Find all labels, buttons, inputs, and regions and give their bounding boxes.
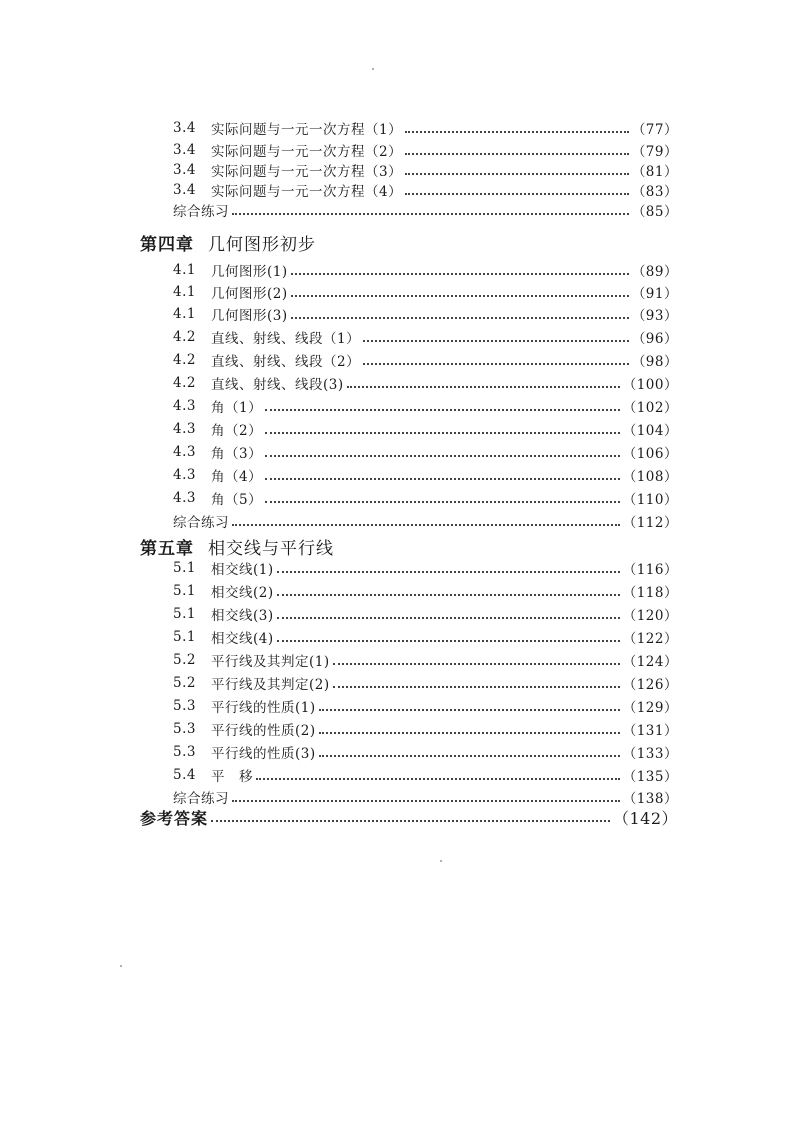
entry-title: 角（4） <box>211 469 263 485</box>
entry-title: 角（5） <box>211 492 263 508</box>
section-number: 5.3 <box>173 698 196 714</box>
chapter-title: 几何图形初步 <box>208 234 316 255</box>
toc-entry <box>173 604 678 624</box>
section-number: 4.1 <box>173 306 196 322</box>
section-number: 5.2 <box>173 652 196 668</box>
page-number: （83） <box>631 184 678 200</box>
dot-leader <box>232 799 620 802</box>
toc-entry <box>173 742 678 762</box>
toc-entry <box>173 627 678 647</box>
entry-title: 综合练习 <box>173 791 229 807</box>
entry-title: 实际问题与一元一次方程（2） <box>211 144 403 160</box>
entry-title: 直线、射线、线段（2） <box>211 354 361 370</box>
section-number: 4.3 <box>173 444 196 460</box>
dot-leader <box>405 130 629 133</box>
dot-leader <box>291 294 629 297</box>
page-number: （133） <box>622 746 678 762</box>
dot-leader <box>256 777 620 780</box>
page-number: （98） <box>631 354 678 370</box>
entry-title: 平行线的性质(2) <box>211 723 316 739</box>
page-number: （112） <box>622 515 678 531</box>
page-number: （116） <box>622 562 678 578</box>
dot-leader <box>405 152 629 155</box>
scan-speck <box>440 860 442 862</box>
section-number: 4.2 <box>173 329 196 345</box>
entry-title: 角（1） <box>211 400 263 416</box>
entry-title: 直线、射线、线段(3) <box>211 377 344 393</box>
section-number: 3.4 <box>173 142 196 158</box>
page-number: （85） <box>631 204 678 220</box>
toc-entry <box>173 419 678 439</box>
entry-title: 平 移 <box>211 769 253 785</box>
dot-leader <box>265 500 620 503</box>
dot-leader <box>265 477 620 480</box>
page-number: （91） <box>631 286 678 302</box>
page-number: （122） <box>622 631 678 647</box>
entry-title: 平行线及其判定(2) <box>211 677 330 693</box>
toc-entry <box>173 282 678 302</box>
section-number: 5.2 <box>173 675 196 691</box>
dot-leader <box>291 316 629 319</box>
entry-title: 综合练习 <box>173 515 229 531</box>
page-number: （110） <box>622 492 678 508</box>
toc-entry <box>173 581 678 601</box>
dot-leader <box>347 385 620 388</box>
page-number: （142） <box>612 808 678 828</box>
entry-title: 平行线及其判定(1) <box>211 654 330 670</box>
section-number: 5.1 <box>173 583 196 599</box>
toc-entry <box>173 260 678 280</box>
answers-entry <box>140 806 678 828</box>
entry-title: 相交线(4) <box>211 631 274 647</box>
toc-entry <box>173 304 678 324</box>
section-number: 4.2 <box>173 375 196 391</box>
page-number: （81） <box>631 164 678 180</box>
entry-title: 几何图形(1) <box>211 264 288 280</box>
page-number: （126） <box>622 677 678 693</box>
page-number: （138） <box>622 791 678 807</box>
page-number: （93） <box>631 308 678 324</box>
page-number: （104） <box>622 423 678 439</box>
toc-entry <box>173 140 678 160</box>
entry-title: 平行线的性质(3) <box>211 746 316 762</box>
toc-entry <box>173 719 678 739</box>
review-entry <box>173 511 678 531</box>
toc-entry <box>173 558 678 578</box>
section-number: 4.2 <box>173 352 196 368</box>
review-entry <box>173 787 678 807</box>
section-number: 5.3 <box>173 744 196 760</box>
toc-entry <box>173 350 678 370</box>
toc-entry <box>173 327 678 347</box>
section-number: 4.1 <box>173 262 196 278</box>
page-number: （89） <box>631 264 678 280</box>
toc-entry <box>173 442 678 462</box>
dot-leader <box>319 708 620 711</box>
review-entry <box>173 200 678 220</box>
page-number: （129） <box>622 700 678 716</box>
section-number: 5.4 <box>173 767 196 783</box>
scan-speck <box>372 68 374 70</box>
page-number: （100） <box>622 377 678 393</box>
chapter-number: 第四章 <box>140 234 194 255</box>
dot-leader <box>363 362 629 365</box>
page-number: （77） <box>631 122 678 138</box>
page-number: （106） <box>622 446 678 462</box>
section-number: 5.1 <box>173 606 196 622</box>
toc-entry <box>173 696 678 716</box>
dot-leader <box>333 685 620 688</box>
dot-leader <box>277 616 620 619</box>
toc-entry <box>173 673 678 693</box>
page-number: （96） <box>631 331 678 347</box>
page-number: （131） <box>622 723 678 739</box>
dot-leader <box>265 408 620 411</box>
entry-title: 角（2） <box>211 423 263 439</box>
entry-title: 相交线(3) <box>211 608 274 624</box>
dot-leader <box>265 431 620 434</box>
toc-entry <box>173 396 678 416</box>
entry-title: 参考答案 <box>140 808 209 828</box>
section-number: 5.1 <box>173 629 196 645</box>
chapter-title: 相交线与平行线 <box>208 538 334 559</box>
dot-leader <box>333 662 620 665</box>
section-number: 4.3 <box>173 467 196 483</box>
dot-leader <box>211 819 610 822</box>
dot-leader <box>232 523 620 526</box>
chapter-number: 第五章 <box>140 538 194 559</box>
toc-entry <box>173 488 678 508</box>
dot-leader <box>277 570 620 573</box>
section-number: 3.4 <box>173 182 196 198</box>
section-number: 4.3 <box>173 490 196 506</box>
section-number: 4.3 <box>173 398 196 414</box>
page-number: （124） <box>622 654 678 670</box>
scan-speck <box>120 965 122 967</box>
dot-leader <box>232 212 629 215</box>
toc-entry <box>173 465 678 485</box>
entry-title: 综合练习 <box>173 204 229 220</box>
page-number: （118） <box>622 585 678 601</box>
entry-title: 角（3） <box>211 446 263 462</box>
entry-title: 相交线(1) <box>211 562 274 578</box>
section-number: 5.1 <box>173 560 196 576</box>
entry-title: 相交线(2) <box>211 585 274 601</box>
entry-title: 几何图形(3) <box>211 308 288 324</box>
dot-leader <box>319 731 620 734</box>
dot-leader <box>291 272 629 275</box>
entry-title: 实际问题与一元一次方程（1） <box>211 122 403 138</box>
page-number: （135） <box>622 769 678 785</box>
dot-leader <box>363 339 629 342</box>
dot-leader <box>405 192 629 195</box>
entry-title: 实际问题与一元一次方程（3） <box>211 164 403 180</box>
toc-entry <box>173 650 678 670</box>
section-number: 4.3 <box>173 421 196 437</box>
dot-leader <box>277 593 620 596</box>
entry-title: 几何图形(2) <box>211 286 288 302</box>
dot-leader <box>265 454 620 457</box>
page-number: （102） <box>622 400 678 416</box>
toc-entry <box>173 118 678 138</box>
entry-title: 实际问题与一元一次方程（4） <box>211 184 403 200</box>
dot-leader <box>319 754 620 757</box>
dot-leader <box>277 639 620 642</box>
page-number: （108） <box>622 469 678 485</box>
section-number: 4.1 <box>173 284 196 300</box>
section-number: 5.3 <box>173 721 196 737</box>
toc-entry <box>173 373 678 393</box>
toc-entry <box>173 765 678 785</box>
entry-title: 直线、射线、线段（1） <box>211 331 361 347</box>
section-number: 3.4 <box>173 120 196 136</box>
toc-entry <box>173 160 678 180</box>
page-number: （120） <box>622 608 678 624</box>
section-number: 3.4 <box>173 162 196 178</box>
toc-entry <box>173 180 678 200</box>
entry-title: 平行线的性质(1) <box>211 700 316 716</box>
dot-leader <box>405 172 629 175</box>
page-number: （79） <box>631 144 678 160</box>
